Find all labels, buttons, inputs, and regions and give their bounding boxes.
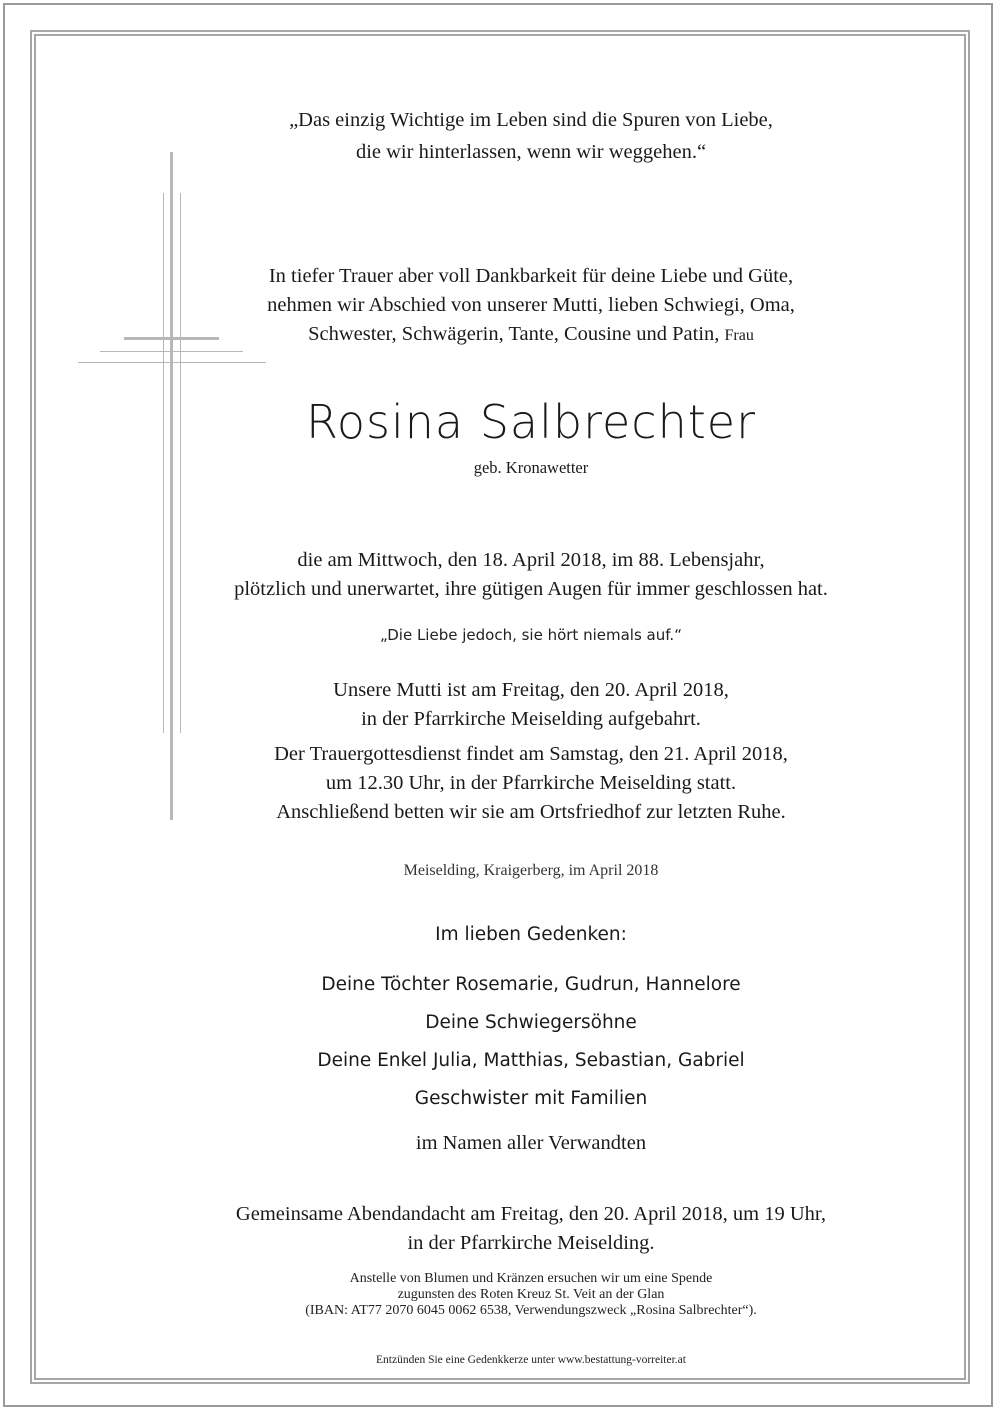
mourners-heading: Im lieben Gedenken: [435, 924, 627, 945]
mourner-line: Geschwister mit Familien [414, 1088, 648, 1109]
donation-notice [62, 1271, 1000, 1319]
donation-line: zugunsten des Roten Kreuz St. Veit an der Glan [397, 1287, 665, 1302]
intro-line-text: Schwester, Schwägerin, Tante, Cousine und Patin, [308, 323, 720, 345]
viewing-notice [62, 676, 1000, 734]
service-line: Der Trauergottesdienst findet am Samstag, den 21. April 2018, [274, 743, 788, 765]
place-date: Meiselding, Kraigerberg, im April 2018 [403, 862, 659, 879]
mourner-line: Deine Enkel Julia, Matthias, Sebastian, Gabriel [317, 1050, 745, 1071]
evening-line: in der Pfarrkirche Meiselding. [407, 1232, 655, 1254]
service-line: Anschließend betten wir sie am Ortsfriedhof zur letzten Ruhe. [276, 801, 786, 823]
service-notice [62, 740, 1000, 827]
intro-line [62, 320, 1000, 350]
death-notice [62, 546, 1000, 604]
opening-quote [62, 104, 1000, 168]
viewing-line: in der Pfarrkirche Meiselding aufgebahrt. [361, 708, 701, 730]
deceased-name: Rosina Salbrechter [305, 395, 756, 449]
evening-prayer [62, 1200, 1000, 1258]
service-line: um 12.30 Uhr, in der Pfarrkirche Meiselding statt. [325, 772, 737, 794]
donation-line: Anstelle von Blumen und Kränzen ersuchen wir um eine Spende [349, 1271, 713, 1286]
death-line: plötzlich und unerwartet, ihre gütigen Augen für immer geschlossen hat. [234, 578, 828, 600]
evening-line: Gemeinsame Abendandacht am Freitag, den 20. April 2018, um 19 Uhr, [235, 1203, 827, 1225]
mourner-line: Deine Töchter Rosemarie, Gudrun, Hannelore [321, 974, 741, 995]
viewing-line: Unsere Mutti ist am Freitag, den 20. April 2018, [333, 679, 729, 701]
intro-title: Frau [724, 327, 754, 344]
intro-line: nehmen wir Abschied von unserer Mutti, lieben Schwiegi, Oma, [267, 294, 795, 316]
quote-line: „Das einzig Wichtige im Leben sind die Spuren von Liebe, [289, 109, 773, 131]
second-quote: „Die Liebe jedoch, sie hört niemals auf.“ [380, 626, 682, 644]
intro-text [62, 262, 1000, 350]
mourner-line: Deine Schwiegersöhne [425, 1012, 637, 1033]
mourners-list [62, 966, 1000, 1118]
death-line: die am Mittwoch, den 18. April 2018, im 88. Lebensjahr, [297, 549, 765, 571]
footer-link-text: Entzünden Sie eine Gedenkkerze unter www.bestattung-vorreiter.at [376, 1354, 686, 1366]
mourners-closing: im Namen aller Verwandten [415, 1132, 647, 1154]
quote-line: die wir hinterlassen, wenn wir weggehen.“ [355, 141, 707, 163]
intro-line: In tiefer Trauer aber voll Dankbarkeit für deine Liebe und Güte, [268, 265, 794, 287]
birth-name: geb. Kronawetter [473, 458, 589, 477]
donation-line: (IBAN: AT77 2070 6045 0062 6538, Verwendungszweck „Rosina Salbrechter“). [305, 1303, 757, 1318]
